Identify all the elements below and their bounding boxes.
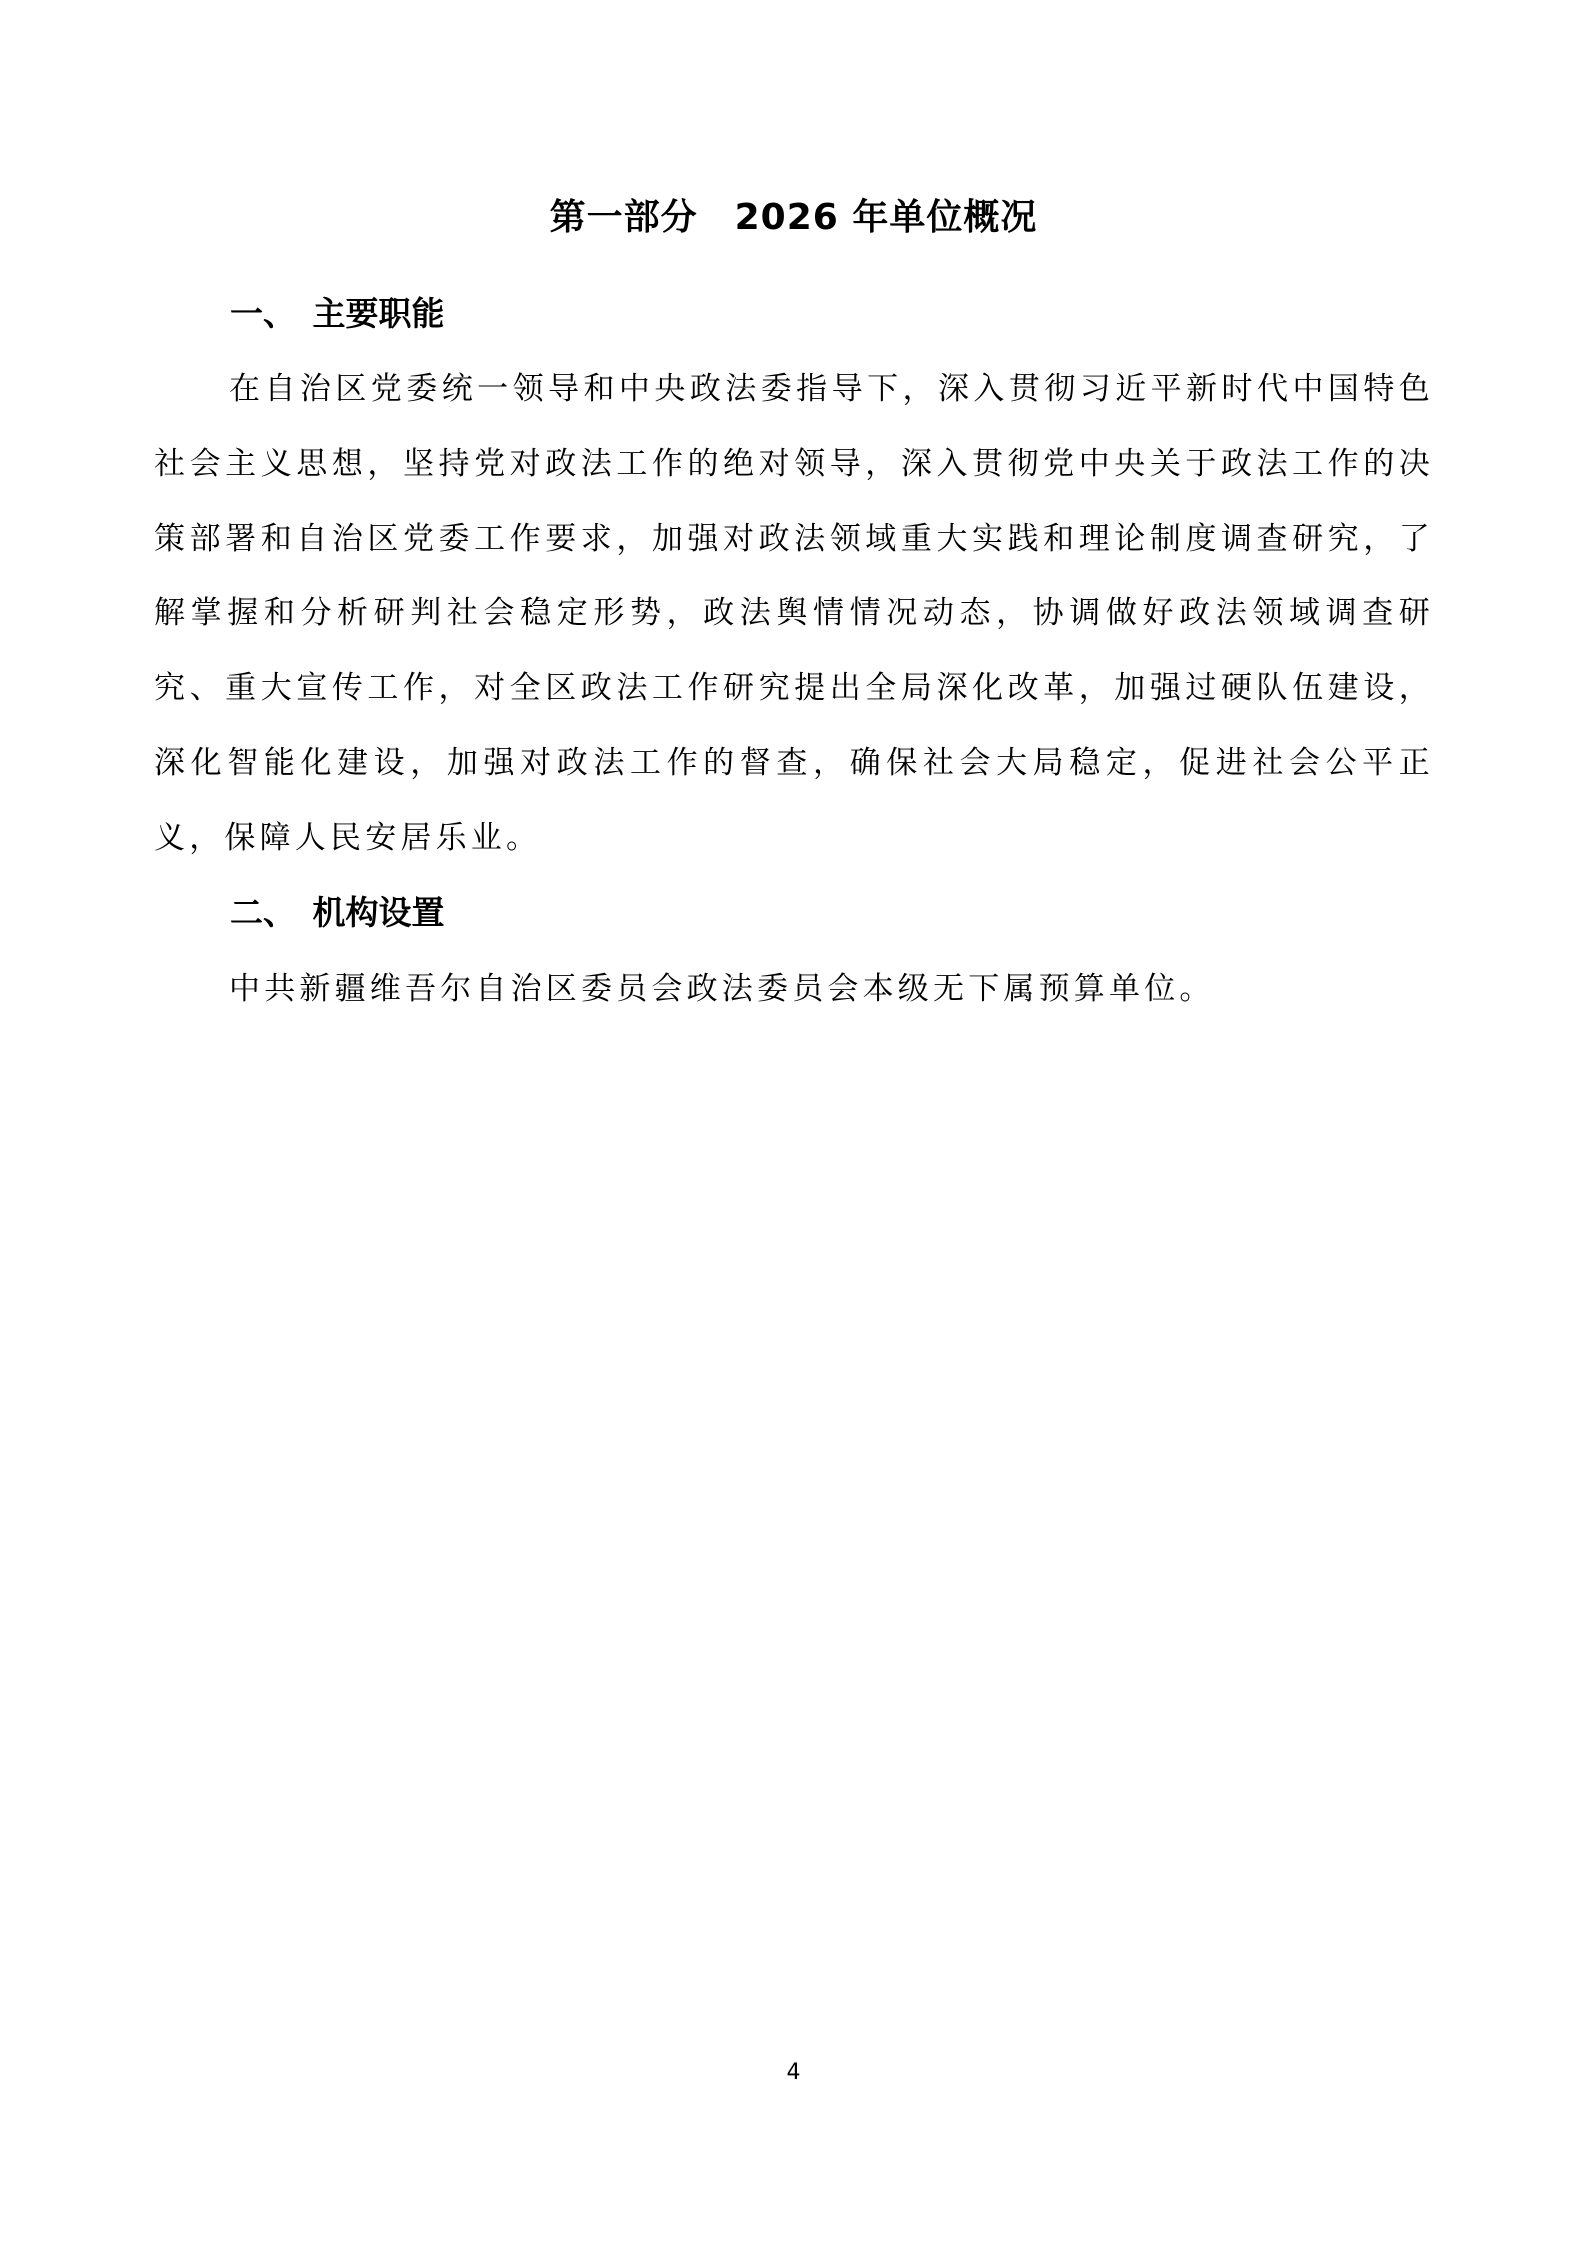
section-heading-organization: 二、 机构设置 xyxy=(230,893,445,932)
page-title: 第一部分 2026 年单位概况 xyxy=(549,197,1038,238)
organization-paragraph: 中共新疆维吾尔自治区委员会政法委员会本级无下属预算单位。 xyxy=(229,971,1215,1007)
page-number: 4 xyxy=(786,2060,801,2085)
section-heading-main-functions: 一、 主要职能 xyxy=(230,294,445,333)
main-functions-paragraph: 在自治区党委统一领导和中央政法委指导下，深入贯彻习近平新时代中国特色社会主义思想，坚持党对政法工作的绝对领导，深入贯彻党中央关于政法工作的决策部署和自治区党委工作要求，加强对政法领域重大实践和理论制度调查研究，了解掌握和分析研判社会稳定形势，政法舆情情况动态，协调做好政法领域调查研究、重大宣传工作，对全区政法工作研究提出全局深化改革，加强过硬队伍建设，深化智能化建设，加强对政法工作的督查，确保社会大局稳定，促进社会公平正义，保障人民安居乐业。 xyxy=(154,371,1434,856)
